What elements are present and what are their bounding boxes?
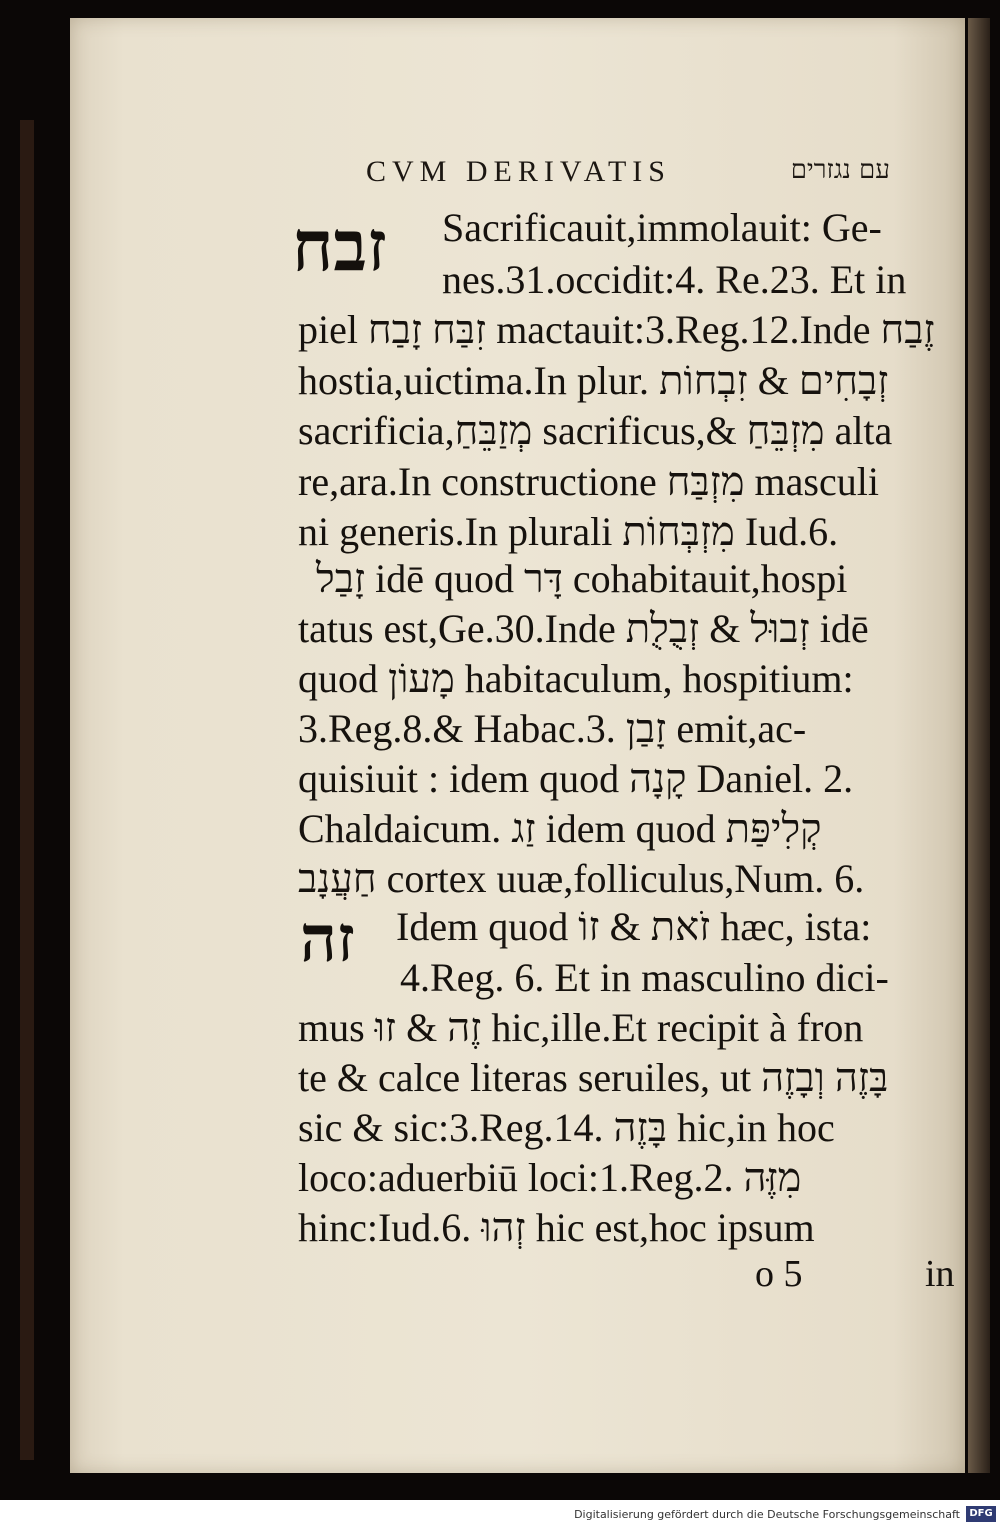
running-header	[230, 153, 890, 193]
dfg-logo-icon: DFG	[966, 1506, 996, 1522]
text-line: te & calce literas seruiles, ut בָּזֶה וְבָזֶה	[298, 1055, 889, 1100]
text-line: Sacrificauit,immolauit: Ge-	[442, 205, 882, 250]
text-line: hinc:Iud.6. זְהוּ hic est,hoc ipsum	[298, 1205, 815, 1250]
text-line: piel זִבַּח זָבַח mactauit:3.Reg.12.Inde זֶבַח	[298, 307, 935, 352]
text-line: Chaldaicum. זַג idem quod קְלִיפַּת	[298, 806, 822, 851]
page-edge	[968, 18, 990, 1473]
text-line: loco:aduerbiū loci:1.Reg.2. מִזֶּה	[298, 1155, 802, 1200]
text-line: quisiuit : idem quod קָנָה Daniel. 2.	[298, 756, 854, 801]
text-line: hostia,uictima.In plur. זְבָחִים & זִבְחוֹת	[298, 358, 889, 403]
text-line: quod מָעוֹן habitaculum, hospitium:	[298, 656, 854, 701]
footer-bar	[0, 1500, 1000, 1529]
catchword: in	[925, 1253, 955, 1295]
text-line: 4.Reg. 6. Et in masculino dici-	[400, 955, 889, 1000]
text-line: חַעֲנָב cortex uuæ,folliculus,Num. 6.	[298, 856, 865, 901]
text-line: mus זֶה & זוּ hic,ille.Et recipit à fron	[298, 1005, 864, 1050]
text-line: 3.Reg.8.& Habac.3. זָבַן emit,ac-	[298, 706, 807, 751]
text-line: ni generis.In plurali מִזְבְּחוֹת Iud.6.	[298, 509, 839, 554]
header-hebrew: עם נגזרים	[790, 155, 890, 185]
signature-mark: o 5	[755, 1253, 803, 1295]
binding-spine	[20, 120, 34, 1460]
text-line: זָבַל idē quod דָּר cohabitauit,hospi	[316, 556, 848, 601]
text-line: tatus est,Ge.30.Inde זְבוּל & זְבֻלֻת idē	[298, 606, 869, 651]
entry-headword-zeh: זה	[300, 902, 355, 977]
entry-headword-zabach: זבח	[292, 204, 387, 287]
text-line: re,ara.In constructione מִזְבַּח masculi	[298, 459, 879, 504]
text-line: nes.31.occidit:4. Re.23. Et in	[442, 257, 907, 302]
funding-note: Digitalisierung gefördert durch die Deutsche Forschungsgemeinschaft	[574, 1508, 960, 1521]
header-latin: CVM DERIVATIS	[366, 155, 671, 188]
text-line: sic & sic:3.Reg.14. בָּזֶה hic,in hoc	[298, 1105, 835, 1150]
text-line: sacrificia,מְזַבֵּחַ sacrificus,& מִזְבֵּחַ alta	[298, 408, 893, 453]
text-line: Idem quod זֹאת & זוֹ hæc, ista:	[396, 904, 872, 949]
